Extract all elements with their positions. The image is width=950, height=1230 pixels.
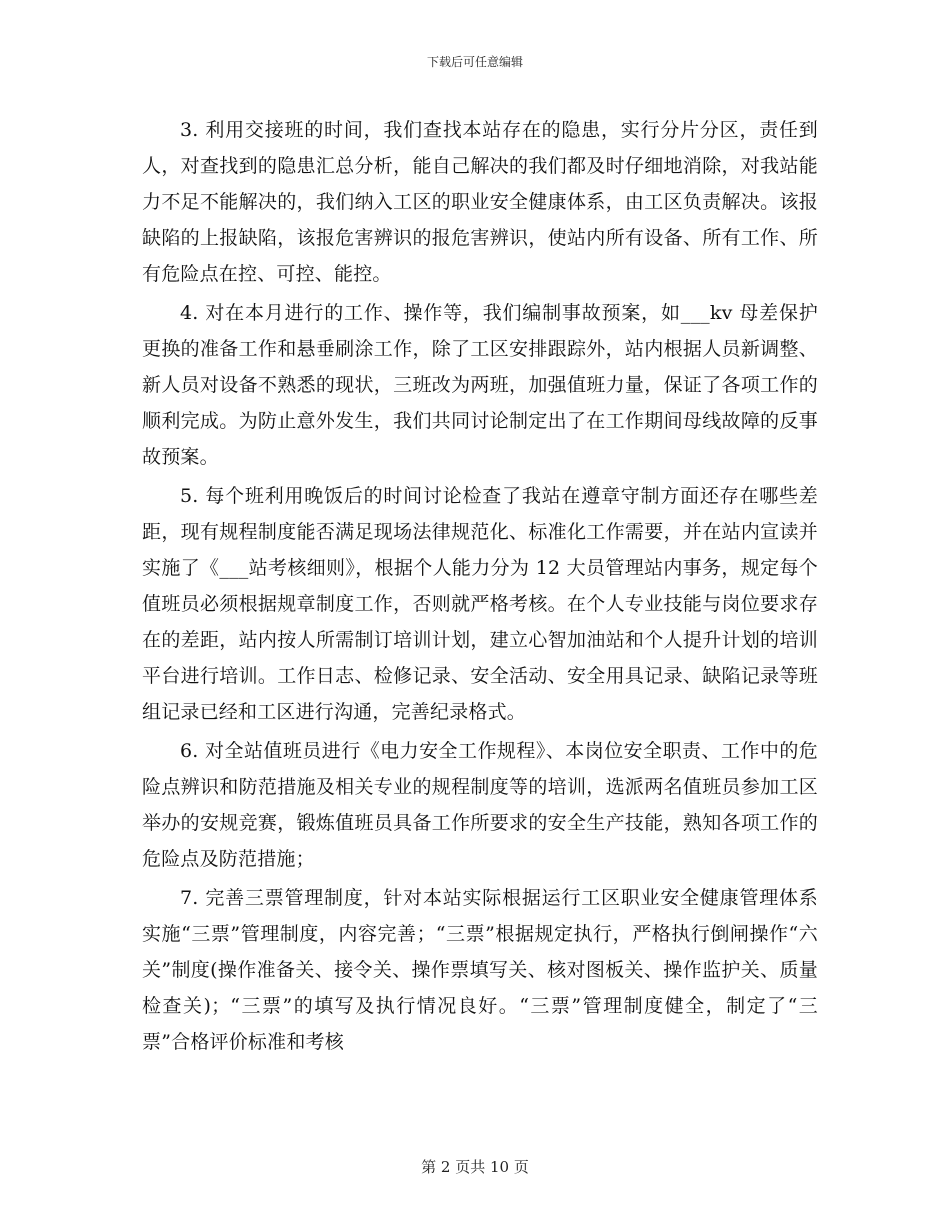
paragraph-7: 7. 完善三票管理制度，针对本站实际根据运行工区职业安全健康管理体系实施“三票”管理制度，内容完善；“三票”根据规定执行，严格执行倒闸操作“六关”制度(操作准备关、接令关、操作票填写关、核对图板关、操作监护关、质量检查关)；“三票”的填写及执行情况良好。“三票”管理制度健全，制定了“三票”合格评价标准和考核 bbox=[142, 887, 818, 1053]
document-body bbox=[142, 112, 818, 1060]
paragraph-6: 6. 对全站值班员进行《电力安全工作规程》、本岗位安全职责、工作中的危险点辨识和防范措施及相关专业的规程制度等的培训，选派两名值班员参加工区举办的安规竞赛，锻炼值班员具备工作所要求的安全生产技能，熟知各项工作的危险点及防范措施； bbox=[142, 740, 818, 870]
paragraph-3: 3. 利用交接班的时间，我们查找本站存在的隐患，实行分片分区，责任到人，对查找到的隐患汇总分析，能自己解决的我们都及时仔细地消除，对我站能力不足不能解决的，我们纳入工区的职业安全健康体系，由工区负责解决。该报缺陷的上报缺陷，该报危害辨识的报危害辨识，使站内所有设备、所有工作、所有危险点在控、可控、能控。 bbox=[142, 119, 818, 285]
page-number: 第 2 页共 10 页 bbox=[421, 1158, 529, 1176]
paragraph-4: 4. 对在本月进行的工作、操作等，我们编制事故预案，如___kv 母差保护更换的准备工作和悬垂刷涂工作，除了工区安排跟踪外，站内根据人员新调整、新人员对设备不熟悉的现状，三班改为两班，加强值班力量，保证了各项工作的顺利完成。为防止意外发生，我们共同讨论制定出了在工作期间母线故障的反事故预案。 bbox=[142, 302, 818, 468]
page-header-note: 下载后可任意编辑 bbox=[426, 55, 523, 69]
paragraph-5: 5. 每个班利用晚饭后的时间讨论检查了我站在遵章守制方面还存在哪些差距，现有规程制度能否满足现场法律规范化、标准化工作需要，并在站内宣读并实施了《___站考核细则》，根据个人能力分为 12 大员管理站内事务，规定每个值班员必须根据规章制度工作，否则就严格考核。在个人专业技能与岗位要求存在的差距，站内按人所需制订培训计划，建立心智加油站和个人提升计划的培训平台进行培训。工作日志、检修记录、安全活动、安全用具记录、缺陷记录等班组记录已经和工区进行沟通，完善纪录格式。 bbox=[142, 485, 818, 723]
